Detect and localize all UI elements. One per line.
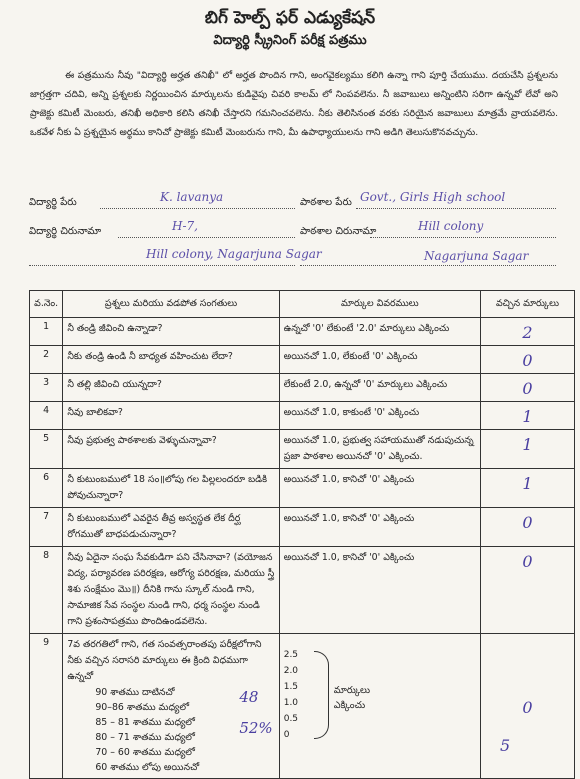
scale-value: 0.5 [283, 714, 299, 724]
scale-label: మార్కులు ఎక్కించు [333, 685, 371, 711]
school-name-value[interactable]: Govt., Girls High school [360, 190, 506, 204]
table-row [30, 346, 575, 374]
range-item: 90–86 శాతము మధ్యలో [95, 702, 189, 713]
row-num: 2 [30, 346, 63, 374]
row-num: 1 [30, 318, 63, 346]
row-mark-cell[interactable] [480, 430, 574, 469]
row-num: 5 [30, 430, 63, 469]
instructions-paragraph: ఈ పత్రమును నీవు "విద్యార్థి అర్హత తనిఖీ" లో అర్హత పొందిన గాని, అంగవైకల్యము కలిగి ఉన్నా గాని పూర్తి చేయుము. దయచేసి ప్రశ్నలను జాగ్రత్తగా చదివి, అన్ని ప్రశ్నలకు నిర్ణయించిన మార్కులను కుడివైపు చివరి కాలమ్ లో నింపవలెను. నీ జవాబులు అన్నింటిని సరిగా ఉన్నవో లేవో అని ప్రాజెక్టు కమిటీ మెంబరు, తనిఖీ అధికారి కలిసి తనిఖీ చేస్తారని గమనించవలెను. నీకు తెలిసినంత వరకు సరియైన జవాబులు మాత్రమే వ్రాయవలెను. ఒకవేళ నీకు ఏ ప్రశ్నయైన అర్థము కానిచో ప్రాజెక్టు కమిటీ మెంబరును గాని, మీ ఉపాధ్యాయులను గాని అడిగి తెలుసుకొనవచ్చును. [30, 70, 558, 138]
row-mark-cell[interactable] [480, 346, 574, 374]
header-num: వ.నెం. [30, 291, 63, 318]
row-mark-value: 0 [522, 351, 533, 370]
range-item: 60 శాతము లోపు అయినచో [95, 762, 200, 773]
student-address-line [118, 237, 295, 238]
school-address-line [370, 237, 556, 238]
school-address-value[interactable]: Hill colony [418, 219, 484, 233]
brace-shape [314, 651, 329, 739]
row-num: 4 [30, 402, 63, 430]
student-name-line [100, 208, 295, 209]
row-mark-value: 0 [522, 379, 533, 398]
header-marks: వచ్చిన మార్కులు [480, 291, 574, 318]
row-num: 6 [30, 469, 63, 508]
row-num: 3 [30, 374, 63, 402]
school-name-label: పాఠశాల పేరు [300, 197, 352, 208]
row-num: 9 [30, 634, 63, 779]
student-address-value[interactable]: H-7, [172, 219, 198, 233]
row-mark-value: 2 [522, 323, 533, 342]
row-question: నీ కుటుంబములో 18 సం॥లోపు గల పిల్లలందరూ బడికి పోవుచున్నారా? [63, 469, 279, 508]
table-row [30, 374, 575, 402]
scale-value: 1.5 [283, 682, 299, 692]
table-row [30, 469, 575, 508]
row-mark-cell[interactable] [480, 374, 574, 402]
table-row [30, 402, 575, 430]
scale-value: 2.0 [283, 666, 299, 676]
header-marking: మార్కుల వివరములు [279, 291, 480, 318]
table-header-row [30, 291, 575, 318]
org-title: బిగ్ హెల్ప్ ఫర్ ఎడ్యుకేషన్ [204, 8, 376, 28]
school-address-label: పాఠశాల చిరునామా [300, 226, 377, 237]
row-marking: అయినచో 1.0, కాకుంటే '0' ఎక్కించు [279, 402, 480, 430]
row-num: 8 [30, 547, 63, 634]
header-question: ప్రశ్నలు మరియు వడపోత సంగతులు [63, 291, 279, 318]
row9-question-text: 7వ తరగతిలో గాని, గత సంవత్సరాంతపు పరీక్షలోగాని నీకు వచ్చిన సరాసరి మార్కులు ఈ క్రింది విధముగా ఉన్నచో [67, 639, 262, 682]
row-marking [279, 634, 480, 779]
handwritten-annotation: 52% [239, 719, 273, 737]
scale-value: 2.5 [283, 650, 299, 660]
student-name-label: విద్యార్థి పేరు [29, 197, 77, 208]
row-question: నీవు బాలికవా? [63, 402, 279, 430]
range-item: 90 శాతము దాటినచో [95, 687, 175, 698]
form-title: విద్యార్థి స్క్రీనింగ్ పరీక్ష పత్రము [213, 33, 367, 48]
school-name-line [356, 208, 556, 209]
table-row [30, 508, 575, 547]
row-mark-cell[interactable] [480, 634, 574, 779]
row-question [63, 634, 279, 779]
handwritten-annotation: 48 [239, 688, 259, 706]
table-row [30, 430, 575, 469]
row-mark-cell[interactable] [480, 402, 574, 430]
row-question: నీవు ప్రభుత్వ పాఠశాలకు వెళ్ళుచున్నావా? [63, 430, 279, 469]
student-address-label: విద్యార్థి చిరునామా [29, 226, 102, 237]
row-question: నీ కుటుంబములో ఎవరైన తీవ్ర అస్వస్థత లేక దీర్ఘ రోగముతో బాధపడుచున్నారా? [63, 508, 279, 547]
row-marking: లేకుంటే 2.0, ఉన్నచో '0' మార్కులు ఎక్కించు [279, 374, 480, 402]
row-question: నీ తండ్రి జీవించి ఉన్నాడా? [63, 318, 279, 346]
total-mark: 5 [500, 736, 511, 755]
range-item: 70 – 60 శాతము మధ్యలో [95, 747, 195, 758]
student-address-value-2[interactable]: Hill colony, Nagarjuna Sagar [146, 247, 322, 261]
row-mark-cell[interactable] [480, 469, 574, 508]
screening-table [29, 290, 575, 779]
school-address-line-2 [300, 265, 556, 266]
range-item: 85 – 81 శాతము మధ్యలో [95, 717, 195, 728]
table-row [30, 318, 575, 346]
row-num: 7 [30, 508, 63, 547]
row-marking: ఉన్నచో '0' లేకుంటే '2.0' మార్కులు ఎక్కించు [279, 318, 480, 346]
row-mark-cell[interactable] [480, 508, 574, 547]
row-marking: అయినచో 1.0, కానిచో '0' ఎక్కించు [279, 547, 480, 634]
row-question: నీకు తండ్రి ఉండి నీ బాధ్యత వహించుట లేదా? [63, 346, 279, 374]
row-marking: అయినచో 1.0, లేకుంటే '0' ఎక్కించు [279, 346, 480, 374]
row-mark-value: 0 [522, 513, 533, 532]
student-name-value[interactable]: K. lavanya [160, 190, 224, 204]
row-marking: అయినచో 1.0, కానిచో '0' ఎక్కించు [279, 469, 480, 508]
row-mark-value: 1 [522, 407, 533, 426]
row-mark-value: 1 [522, 474, 533, 493]
marks-scale [284, 637, 476, 757]
range-item: 80 – 71 శాతము మధ్యలో [95, 732, 195, 743]
table-row [30, 634, 575, 779]
row-question: నీవు ఏదైనా సంఘ సేవకుడిగా పని చేసినావా? (వయోజన విద్య, పర్యావరణ పరిరక్షణ, ఆరోగ్య పరిరక్షణ, మరియు స్త్రీ శిశు సంక్షేమం మొ॥) దీనికి గాను స్కూల్ నుండి గాని, సామాజిక సేవ సంస్థల నుండి గాని, ధర్మ సంస్థల నుండి గాని ప్రశంసాపత్రము పొందిఉండవలెను. [63, 547, 279, 634]
row-question: నీ తల్లి జీవించి యున్నదా? [63, 374, 279, 402]
school-address-value-2[interactable]: Nagarjuna Sagar [424, 249, 529, 263]
scale-value: 1.0 [283, 698, 299, 708]
table-row [30, 547, 575, 634]
student-address-line-2 [29, 265, 295, 266]
row-marking: అయినచో 1.0, ప్రభుత్వ సహాయముతో నడుపుచున్న ప్రజా పాఠశాల అయినచో '0' ఎక్కించు. [279, 430, 480, 469]
row-mark-cell[interactable] [480, 318, 574, 346]
row-marking: అయినచో 1.0, కానిచో '0' ఎక్కించు [279, 508, 480, 547]
row-mark-value: 0 [522, 552, 533, 571]
row-mark-value: 0 [522, 697, 533, 717]
row-mark-cell[interactable] [480, 547, 574, 634]
scale-value: 0 [283, 730, 290, 740]
row-mark-value: 1 [522, 435, 533, 454]
